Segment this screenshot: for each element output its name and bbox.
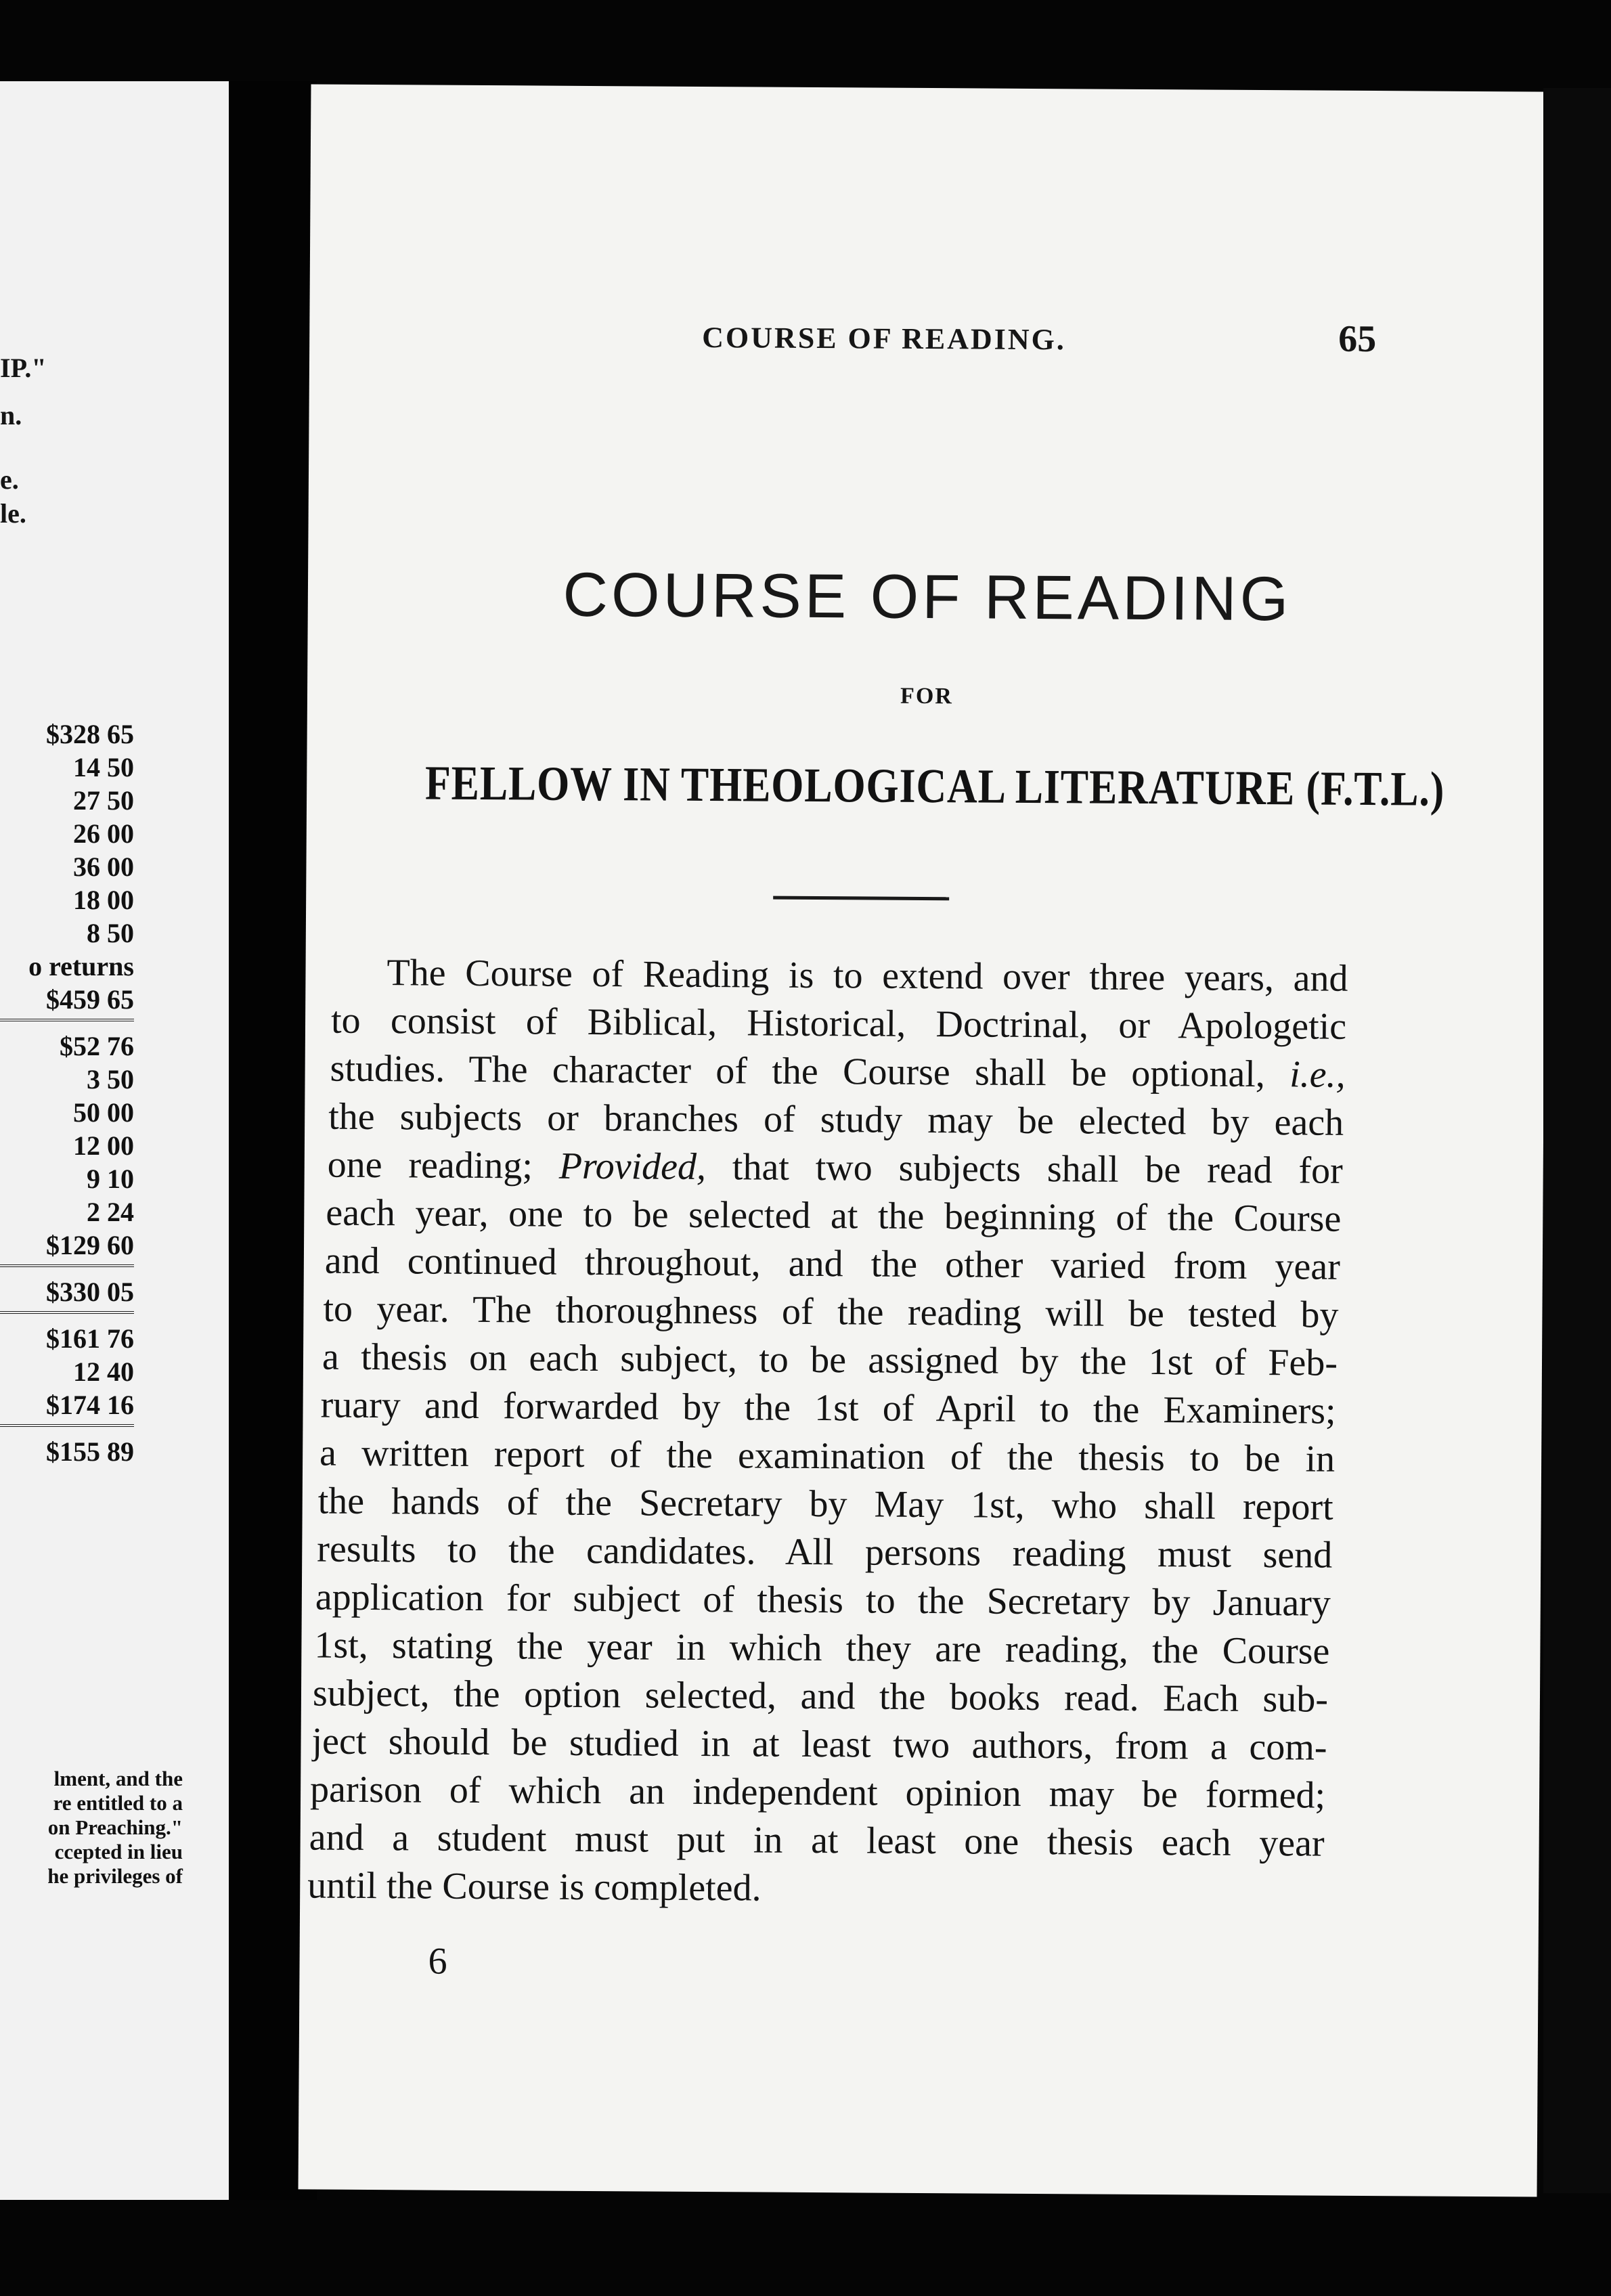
body-line: results to the candidates. All persons reading must send	[317, 1528, 1333, 1576]
ledger-amount: $328 65	[46, 719, 134, 749]
ledger-amount: $155 89	[46, 1436, 134, 1467]
ledger-amount: 18 00	[73, 885, 134, 915]
ledger-amount: 8 50	[87, 918, 134, 948]
ledger-column	[0, 718, 134, 1468]
running-head: COURSE OF READING.	[702, 320, 1067, 357]
ledger-double-rule	[0, 1019, 134, 1025]
left-header-fragment: n.	[0, 400, 22, 430]
body-line: The Course of Reading is to extend over three years, and	[387, 952, 1348, 1000]
left-header-fragment: IP."	[0, 353, 47, 383]
ledger-amount: o returns	[28, 951, 134, 981]
ledger-amount: $174 16	[46, 1390, 134, 1420]
ledger-amount: $161 76	[46, 1323, 134, 1354]
italic-term: Provided,	[558, 1145, 707, 1189]
body-line: application for subject of thesis to the Secretary by January	[315, 1576, 1331, 1625]
body-line: and a student must put in at least one thesis each year	[309, 1816, 1325, 1865]
left-footnote-line: on Preaching."	[47, 1815, 183, 1839]
left-page-fragment	[0, 81, 229, 2200]
ledger-amount: 3 50	[87, 1064, 134, 1095]
left-footnote-line: re entitled to a	[53, 1791, 183, 1815]
left-header-fragment: e.	[0, 464, 19, 495]
body-line: subject, the option selected, and the books read. Each sub-	[312, 1672, 1329, 1721]
page-title: COURSE OF READING	[562, 560, 1292, 634]
ledger-amount: 50 00	[73, 1097, 134, 1128]
body-line: studies. The character of the Course shall be optional, i.e.,	[330, 1047, 1346, 1096]
title-divider	[773, 896, 949, 901]
body-line: a thesis on each subject, to be assigned by the 1st of Feb-	[322, 1335, 1338, 1384]
body-line: one reading; Provided, that two subjects shall be read for	[327, 1143, 1343, 1192]
ledger-double-rule	[0, 1311, 134, 1318]
left-footnote-line: ccepted in lieu	[54, 1840, 183, 1863]
left-footnote-line: lment, and the	[53, 1767, 183, 1790]
body-line: to consist of Biblical, Historical, Doctrinal, or Apologetic	[330, 999, 1347, 1048]
ledger-amount: 27 50	[73, 785, 134, 816]
ledger-amount: 36 00	[73, 852, 134, 882]
body-line: the hands of the Secretary by May 1st, who shall report	[317, 1480, 1333, 1528]
ledger-amount: 9 10	[87, 1164, 134, 1194]
body-line: ject should be studied in at least two authors, from a com-	[311, 1720, 1327, 1769]
italic-term: i.e.,	[1289, 1053, 1346, 1096]
left-header-fragment: le.	[0, 498, 26, 529]
ledger-amount: 14 50	[73, 752, 134, 782]
left-footnote	[0, 1767, 183, 1889]
body-line: the subjects or branches of study may be elected by each	[328, 1095, 1344, 1144]
ledger-amount: 12 00	[73, 1130, 134, 1161]
body-line: to year. The thoroughness of the reading will be tested by	[323, 1287, 1339, 1336]
signature-mark: 6	[428, 1940, 447, 1983]
page-subtitle: FELLOW IN THEOLOGICAL LITERATURE (F.T.L.)	[424, 755, 1445, 816]
body-line: each year, one to be selected at the beginning of the Course	[326, 1191, 1342, 1240]
right-margin-edge	[1543, 88, 1611, 2193]
ledger-amount: 12 40	[73, 1356, 134, 1387]
title-connector: FOR	[900, 683, 954, 709]
main-page	[299, 84, 1550, 2196]
ledger-amount: 2 24	[87, 1197, 134, 1227]
ledger-double-rule	[0, 1264, 134, 1271]
body-line: until the Course is completed.	[307, 1864, 762, 1909]
body-line: and continued throughout, and the other varied from year	[324, 1239, 1341, 1288]
page-number: 65	[1338, 317, 1377, 361]
ledger-amount: $330 05	[46, 1277, 134, 1307]
body-line: parison of which an independent opinion may be formed;	[309, 1768, 1326, 1817]
body-line: a written report of the examination of the thesis to be in	[319, 1432, 1336, 1480]
body-line: 1st, stating the year in which they are reading, the Course	[314, 1624, 1330, 1673]
ledger-amount: $459 65	[46, 984, 134, 1015]
ledger-amount: 26 00	[73, 818, 134, 849]
left-footnote-line: he privileges of	[47, 1864, 183, 1888]
body-paragraph	[306, 950, 1545, 1909]
ledger-amount: $129 60	[46, 1230, 134, 1260]
ledger-amount: $52 76	[60, 1031, 134, 1061]
body-line: ruary and forwarded by the 1st of April to the Examiners;	[320, 1384, 1336, 1432]
ledger-double-rule	[0, 1424, 134, 1431]
